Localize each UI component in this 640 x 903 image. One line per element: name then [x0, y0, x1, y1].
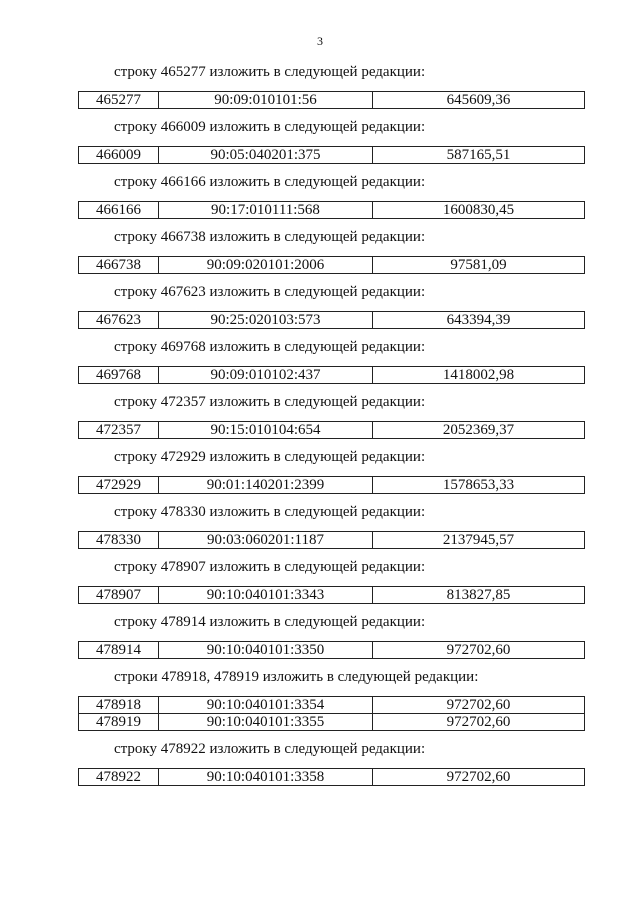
- cadastral-number-cell: 90:09:020101:2006: [159, 257, 373, 274]
- amendment-table: [78, 146, 585, 164]
- amendment-instruction: строку 466009 изложить в следующей редакции:: [114, 119, 426, 135]
- amendment-table: [78, 641, 585, 659]
- value-cell: 1600830,45: [373, 202, 585, 219]
- table-row: [79, 714, 585, 731]
- table-row: [79, 769, 585, 786]
- value-cell: 587165,51: [373, 147, 585, 164]
- value-cell: 2052369,37: [373, 422, 585, 439]
- amendment-table: [78, 421, 585, 439]
- row-number-cell: 466009: [79, 147, 159, 164]
- amendment-table: [78, 311, 585, 329]
- value-cell: 645609,36: [373, 92, 585, 109]
- amendment-instruction: строку 478907 изложить в следующей редакции:: [114, 559, 426, 575]
- amendment-table: [78, 476, 585, 494]
- amendment-block: [78, 117, 584, 172]
- row-number-cell: 472929: [79, 477, 159, 494]
- value-cell: 1418002,98: [373, 367, 585, 384]
- cadastral-number-cell: 90:10:040101:3350: [159, 642, 373, 659]
- amendment-table: [78, 201, 585, 219]
- value-cell: 643394,39: [373, 312, 585, 329]
- table-row: [79, 202, 585, 219]
- row-number-cell: 478922: [79, 769, 159, 786]
- amendment-block: [78, 337, 584, 392]
- amendment-block: [78, 392, 584, 447]
- amendment-instruction: строку 472929 изложить в следующей редакции:: [114, 449, 426, 465]
- amendment-instruction: строку 478914 изложить в следующей редакции:: [114, 614, 426, 630]
- row-number-cell: 467623: [79, 312, 159, 329]
- row-number-cell: 465277: [79, 92, 159, 109]
- amendment-table: [78, 531, 585, 549]
- amendment-table: [78, 696, 585, 731]
- document-body: [78, 62, 584, 794]
- table-row: [79, 642, 585, 659]
- amendment-table: [78, 586, 585, 604]
- row-number-cell: 466738: [79, 257, 159, 274]
- table-row: [79, 147, 585, 164]
- cadastral-number-cell: 90:10:040101:3355: [159, 714, 373, 731]
- row-number-cell: 478919: [79, 714, 159, 731]
- table-row: [79, 477, 585, 494]
- amendment-instruction: строку 466738 изложить в следующей редакции:: [114, 229, 426, 245]
- amendment-block: [78, 557, 584, 612]
- page-number: 3: [317, 34, 323, 48]
- table-row: [79, 697, 585, 714]
- cadastral-number-cell: 90:05:040201:375: [159, 147, 373, 164]
- row-number-cell: 478330: [79, 532, 159, 549]
- amendment-block: [78, 447, 584, 502]
- amendment-block: [78, 227, 584, 282]
- value-cell: 972702,60: [373, 642, 585, 659]
- amendment-table: [78, 366, 585, 384]
- cadastral-number-cell: 90:25:020103:573: [159, 312, 373, 329]
- amendment-block: [78, 667, 584, 739]
- cadastral-number-cell: 90:10:040101:3343: [159, 587, 373, 604]
- cadastral-number-cell: 90:15:010104:654: [159, 422, 373, 439]
- amendment-instruction: строку 467623 изложить в следующей редакции:: [114, 284, 426, 300]
- cadastral-number-cell: 90:17:010111:568: [159, 202, 373, 219]
- row-number-cell: 466166: [79, 202, 159, 219]
- table-row: [79, 532, 585, 549]
- amendment-table: [78, 91, 585, 109]
- value-cell: 1578653,33: [373, 477, 585, 494]
- table-row: [79, 587, 585, 604]
- value-cell: 2137945,57: [373, 532, 585, 549]
- cadastral-number-cell: 90:10:040101:3358: [159, 769, 373, 786]
- amendment-instruction: строку 466166 изложить в следующей редакции:: [114, 174, 426, 190]
- value-cell: 813827,85: [373, 587, 585, 604]
- amendment-instruction: строку 478330 изложить в следующей редакции:: [114, 504, 426, 520]
- cadastral-number-cell: 90:01:140201:2399: [159, 477, 373, 494]
- table-row: [79, 92, 585, 109]
- cadastral-number-cell: 90:09:010101:56: [159, 92, 373, 109]
- cadastral-number-cell: 90:09:010102:437: [159, 367, 373, 384]
- amendment-block: [78, 282, 584, 337]
- table-row: [79, 312, 585, 329]
- table-row: [79, 257, 585, 274]
- row-number-cell: 478918: [79, 697, 159, 714]
- row-number-cell: 478907: [79, 587, 159, 604]
- amendment-block: [78, 612, 584, 667]
- value-cell: 972702,60: [373, 769, 585, 786]
- row-number-cell: 469768: [79, 367, 159, 384]
- value-cell: 972702,60: [373, 697, 585, 714]
- value-cell: 97581,09: [373, 257, 585, 274]
- amendment-block: [78, 62, 584, 117]
- amendment-table: [78, 768, 585, 786]
- amendment-instruction: строку 469768 изложить в следующей редакции:: [114, 339, 426, 355]
- amendment-table: [78, 256, 585, 274]
- amendment-instruction: строку 472357 изложить в следующей редакции:: [114, 394, 426, 410]
- amendment-instruction: строки 478918, 478919 изложить в следующей редакции:: [114, 669, 479, 685]
- cadastral-number-cell: 90:10:040101:3354: [159, 697, 373, 714]
- amendment-block: [78, 172, 584, 227]
- value-cell: 972702,60: [373, 714, 585, 731]
- amendment-instruction: строку 478922 изложить в следующей редакции:: [114, 741, 426, 757]
- table-row: [79, 422, 585, 439]
- row-number-cell: 472357: [79, 422, 159, 439]
- amendment-instruction: строку 465277 изложить в следующей редакции:: [114, 64, 426, 80]
- row-number-cell: 478914: [79, 642, 159, 659]
- amendment-block: [78, 502, 584, 557]
- amendment-block: [78, 739, 584, 794]
- table-row: [79, 367, 585, 384]
- cadastral-number-cell: 90:03:060201:1187: [159, 532, 373, 549]
